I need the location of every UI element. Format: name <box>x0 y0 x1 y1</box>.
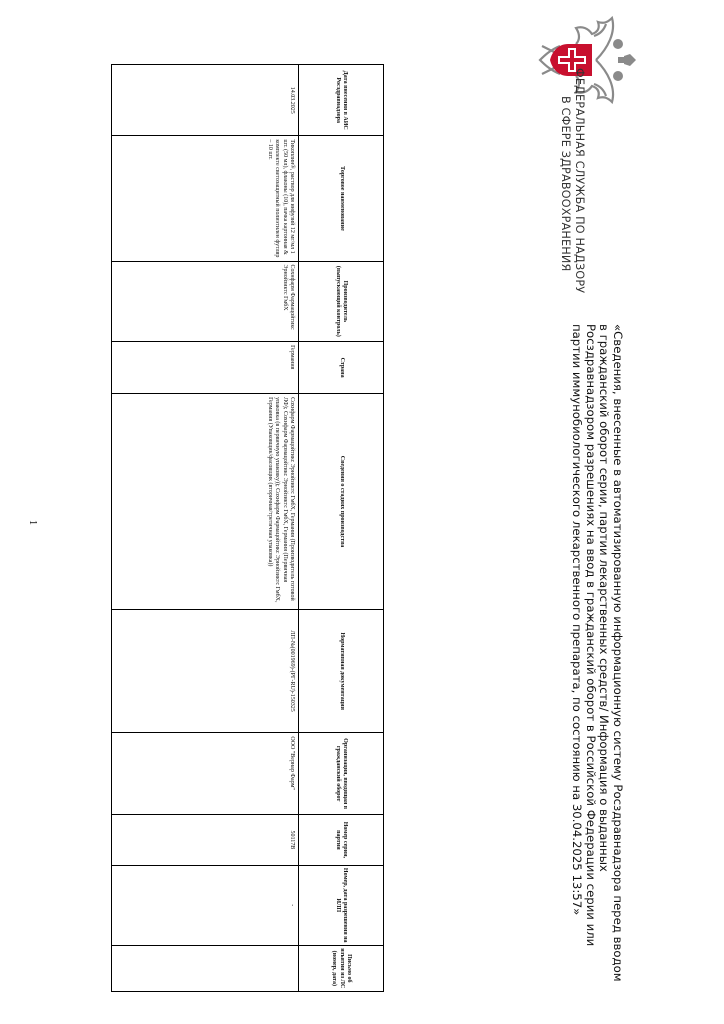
column-header: Номер, дата разрешения на ИЛП <box>299 865 384 945</box>
cell-permit: - <box>112 865 299 945</box>
coat-of-arms-emblem-icon <box>534 10 638 110</box>
cell-manufacturer: Сохнфарм Фармацойтикс Эрнойзиктс ГмбХ <box>112 261 299 342</box>
column-header: Сведения о стадиях производства <box>299 394 384 610</box>
report-table <box>111 64 384 992</box>
table-row <box>112 65 299 992</box>
agency-name <box>558 68 586 348</box>
column-header: Страна <box>299 342 384 394</box>
cell-batch-number: 50117В <box>112 814 299 865</box>
cell-production-stages: Сохнфарм Фармацойтикс Эрнойзиктс ГмбХ, Германия (Производитель готовой ЛФ); Сохнфарм Фармацойтикс Эрнойзиктс ГмбХ, Германия (Первичная упаковка (в первичную упаковку)); Сохнфарм Фармацойтикс Эрнойзиктс ГмбХ, Германия (Упаковщик/фасовщик (вторичная/третичная упаковка)) <box>112 394 299 610</box>
document-title: «Сведения, внесенные в автоматизированную информационную систему Росздравнадзора перед вводом в гражданский оборот серии, партии лекарственных средств/ Информация о выданных Росздравнадзором разрешениях на ввод в гражданский оборот в Российской Федерации серии или партии иммунобиологического лекарственного препарата, по состоянию на 30.04.2025 13:57» <box>570 324 625 982</box>
column-header: Номер серии, партии <box>299 814 384 865</box>
cell-country: Германия <box>112 342 299 394</box>
cell-organization: ООО "Вернар Фарм" <box>112 733 299 815</box>
cell-withdrawal-letter <box>112 945 299 991</box>
agency-name-line1: ФЕДЕРАЛЬНАЯ СЛУЖБА ПО НАДЗОРУ <box>573 68 586 294</box>
column-header: Нормативная документация <box>299 610 384 733</box>
column-header: Письмо об изъятии из ЛС (номер, дата) <box>299 945 384 991</box>
column-header: Торговое наименование <box>299 136 384 261</box>
cell-trade-name: Тикоплин®, раствор для инфузий 12 мг/мл 1 шт. (50 мл), флаконы (10), пачка картонная & комплекте светозащитный полиэтилен футляр – 10 шт. <box>112 136 299 261</box>
cell-normative-doc: ЛП-№(001969)-(РГ-RU)-150325 <box>112 610 299 733</box>
column-header: Дата внесения в АИС Росздравнадзора <box>299 65 384 136</box>
agency-name-line2: В СФЕРЕ ЗДРАВООХРАНЕНИЯ <box>559 96 572 272</box>
column-header: Организация, вводящая в гражданский оборот <box>299 733 384 815</box>
column-header: Производитель (выпускающий контроль) <box>299 261 384 342</box>
cell-date: 14.03.2025 <box>112 65 299 136</box>
table-header-row <box>299 65 384 992</box>
page-number: 1 <box>27 520 38 525</box>
